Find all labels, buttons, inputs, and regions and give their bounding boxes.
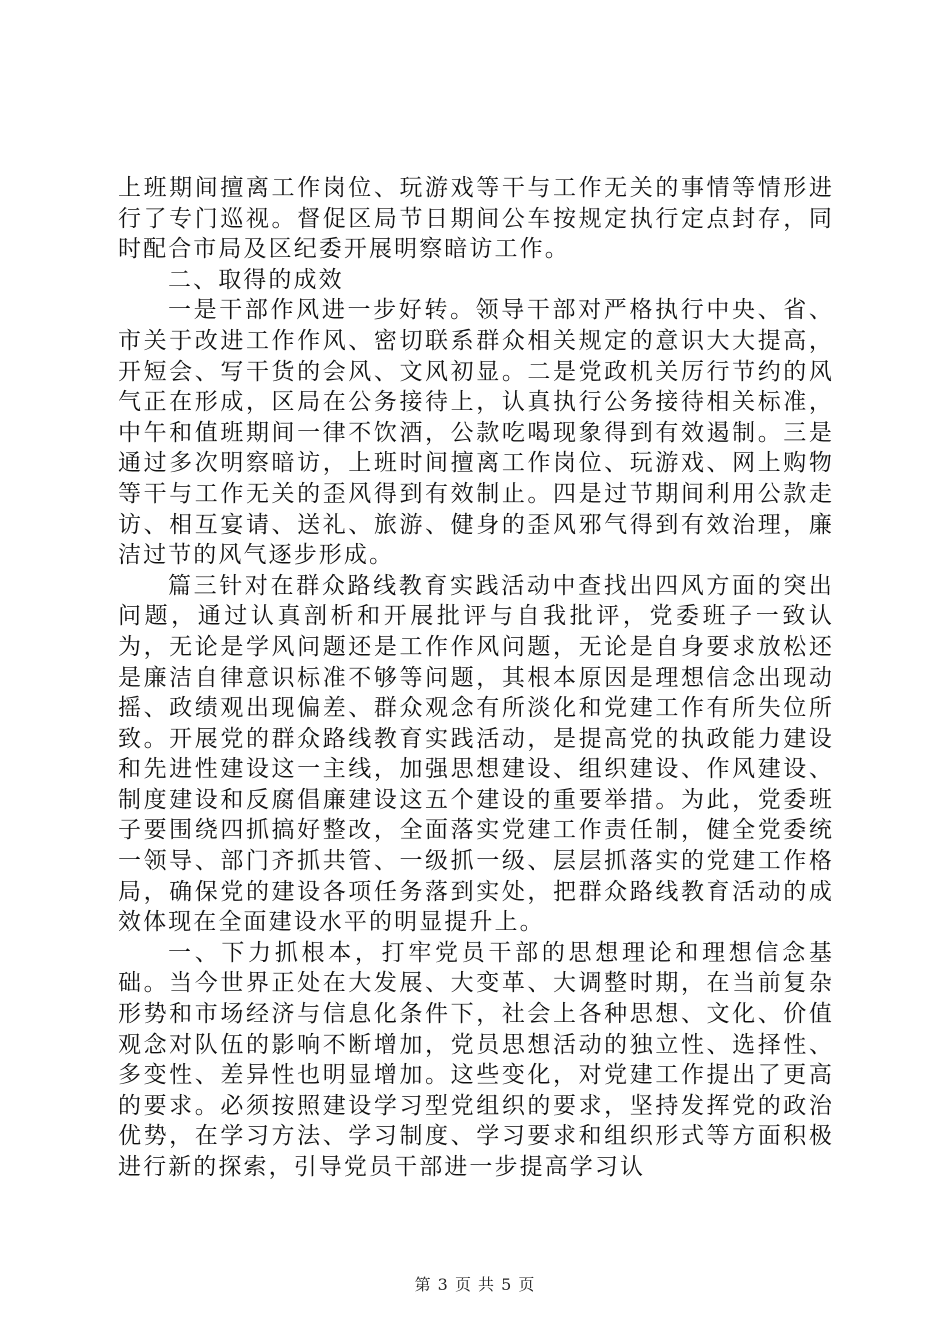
paragraph-part-three: 篇三针对在群众路线教育实践活动中查找出四风方面的突出问题，通过认真剖析和开展批评与自我批评，党委班子一致认为，无论是学风问题还是工作作风问题，无论是自身要求放松还是廉洁自律意识标准不够等问题，其根本原因是理想信念出现动摇、政绩观出现偏差、群众观念有所淡化和党建工作有所失位所致。开展党的群众路线教育实践活动，是提高党的执政能力建设和先进性建设这一主线，加强思想建设、组织建设、作风建设、制度建设和反腐倡廉建设这五个建设的重要举措。为此，党委班子要围绕四抓搞好整改，全面落实党建工作责任制，健全党委统一领导、部门齐抓共管、一级抓一级、层层抓落实的党建工作格局，确保党的建设各项任务落到实处，把群众路线教育活动的成效体现在全面建设水平的明显提升上。 bbox=[118, 572, 834, 936]
paragraph-continued: 上班期间擅离工作岗位、玩游戏等干与工作无关的事情等情形进行了专门巡视。督促区局节日期间公车按规定执行定点封存，同时配合市局及区纪委开展明察暗访工作。 bbox=[118, 175, 834, 263]
page-number-footer: 第 3 页 共 5 页 bbox=[414, 1275, 536, 1294]
paragraph-section-one: 一、下力抓根本，打牢党员干部的思想理论和理想信念基础。当今世界正处在大发展、大变革、大调整时期，在当前复杂形势和市场经济与信息化条件下，社会上各种思想、文化、价值观念对队伍的影响不断增加，党员思想活动的独立性、选择性、多变性、差异性也明显增加。这些变化，对党建工作提出了更高的要求。必须按照建设学习型党组织的要求，坚持发挥党的政治优势，在学习方法、学习制度、学习要求和组织形式等方面积极进行新的探索，引导党员干部进一步提高学习认 bbox=[118, 939, 834, 1180]
section-heading-achievements: 二、取得的成效 bbox=[168, 266, 344, 293]
paragraph-achievements: 一是干部作风进一步好转。领导干部对严格执行中央、省、市关于改进工作作风、密切联系群众相关规定的意识大大提高，开短会、写干货的会风、文风初显。二是党政机关厉行节约的风气正在形成，区局在公务接待上，认真执行公务接待相关标准，中午和值班期间一律不饮酒，公款吃喝现象得到有效遏制。三是通过多次明察暗访，上班时间擅离工作岗位、玩游戏、网上购物等干与工作无关的歪风得到有效制止。四是过节期间利用公款走访、相互宴请、送礼、旅游、健身的歪风邪气得到有效治理，廉洁过节的风气逐步形成。 bbox=[118, 297, 834, 569]
document-body bbox=[118, 173, 834, 1183]
